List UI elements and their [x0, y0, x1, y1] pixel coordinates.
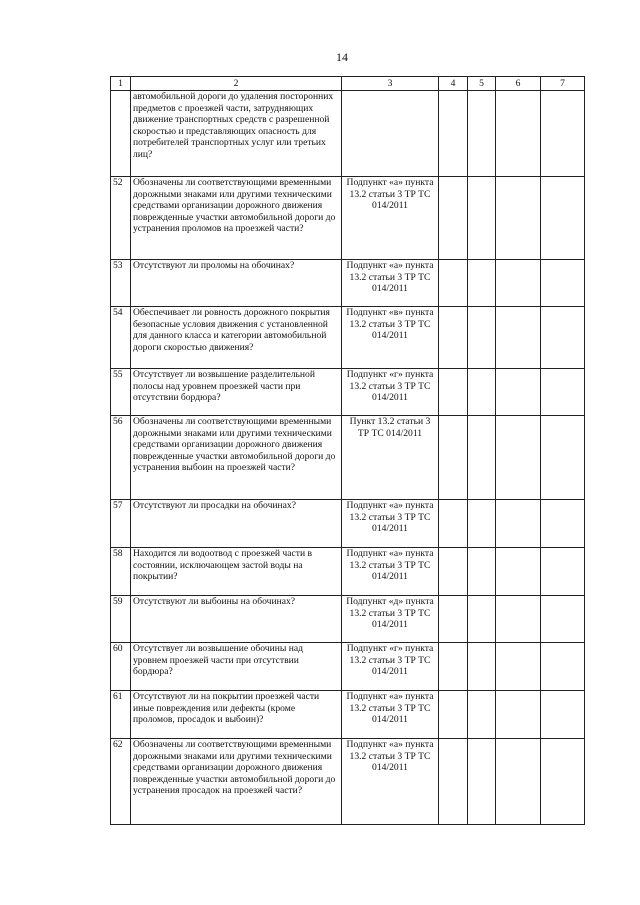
question-text: Обозначены ли соответствующими временными дорожными знаками или другими техническими средствами организации дорожного движения поврежденные участки автомобильной дороги до устранения проломов на проезжей части? [131, 177, 342, 260]
answer-cell-6 [496, 260, 541, 307]
answer-cell-4 [439, 691, 468, 739]
answer-cell-7 [541, 416, 585, 500]
answer-cell-5 [468, 416, 496, 500]
answer-cell-5 [468, 260, 496, 307]
legal-reference: Подпункт «г» пункта 13.2 статьи 3 ТР ТС 014/2011 [342, 643, 439, 691]
answer-cell-4 [439, 260, 468, 307]
answer-cell-5 [468, 177, 496, 260]
checklist-table [110, 76, 585, 825]
row-number: 55 [111, 369, 131, 416]
answer-cell-4 [439, 416, 468, 500]
row-number: 52 [111, 177, 131, 260]
row-number: 54 [111, 307, 131, 369]
legal-reference: Подпункт «а» пункта 13.2 статьи 3 ТР ТС 014/2011 [342, 260, 439, 307]
column-header-5: 5 [468, 77, 496, 91]
question-text: Обозначены ли соответствующими временными дорожными знаками или другими техническими средствами организации дорожного движения поврежденные участки автомобильной дороги до устранения выбоин на проезжей части? [131, 416, 342, 500]
table-row [111, 596, 585, 643]
legal-reference: Подпункт «в» пункта 13.2 статьи 3 ТР ТС 014/2011 [342, 307, 439, 369]
legal-reference: Подпункт «а» пункта 13.2 статьи 3 ТР ТС 014/2011 [342, 739, 439, 825]
table-row [111, 91, 585, 177]
answer-cell-5 [468, 596, 496, 643]
answer-cell-7 [541, 643, 585, 691]
answer-cell-4 [439, 500, 468, 548]
question-text: Обозначены ли соответствующими временными дорожными знаками или другими техническими средствами организации дорожного движения поврежденные участки автомобильной дороги до устранения просадок на проезжей части? [131, 739, 342, 825]
table-row [111, 177, 585, 260]
answer-cell-4 [439, 596, 468, 643]
answer-cell-6 [496, 691, 541, 739]
answer-cell-5 [468, 643, 496, 691]
legal-reference [342, 91, 439, 177]
answer-cell-6 [496, 416, 541, 500]
answer-cell-5 [468, 739, 496, 825]
answer-cell-5 [468, 369, 496, 416]
answer-cell-7 [541, 369, 585, 416]
answer-cell-5 [468, 500, 496, 548]
legal-reference: Подпункт «г» пункта 13.2 статьи 3 ТР ТС 014/2011 [342, 369, 439, 416]
question-text: Отсутствуют ли на покрытии проезжей части иные повреждения или дефекты (кроме проломов, просадок и выбоин)? [131, 691, 342, 739]
column-header-7: 7 [541, 77, 585, 91]
answer-cell-4 [439, 548, 468, 596]
column-header-4: 4 [439, 77, 468, 91]
legal-reference: Пункт 13.2 статьи 3 ТР ТС 014/2011 [342, 416, 439, 500]
answer-cell-4 [439, 369, 468, 416]
column-header-1: 1 [111, 77, 131, 91]
answer-cell-4 [439, 643, 468, 691]
answer-cell-6 [496, 500, 541, 548]
legal-reference: Подпункт «а» пункта 13.2 статьи 3 ТР ТС 014/2011 [342, 177, 439, 260]
column-header-2: 2 [131, 77, 342, 91]
answer-cell-6 [496, 91, 541, 177]
row-number: 58 [111, 548, 131, 596]
table-row [111, 548, 585, 596]
header-row [111, 77, 585, 91]
legal-reference: Подпункт «д» пункта 13.2 статьи 3 ТР ТС 014/2011 [342, 596, 439, 643]
table-row [111, 643, 585, 691]
answer-cell-6 [496, 596, 541, 643]
answer-cell-7 [541, 548, 585, 596]
table-row [111, 739, 585, 825]
answer-cell-6 [496, 739, 541, 825]
answer-cell-6 [496, 307, 541, 369]
answer-cell-7 [541, 177, 585, 260]
answer-cell-7 [541, 739, 585, 825]
table-row [111, 500, 585, 548]
row-number: 57 [111, 500, 131, 548]
answer-cell-7 [541, 91, 585, 177]
question-text: Находится ли водоотвод с проезжей части в состоянии, исключающем застой воды на покрытии? [131, 548, 342, 596]
table-row [111, 369, 585, 416]
row-number: 56 [111, 416, 131, 500]
answer-cell-5 [468, 548, 496, 596]
answer-cell-7 [541, 596, 585, 643]
row-number: 61 [111, 691, 131, 739]
answer-cell-5 [468, 307, 496, 369]
answer-cell-7 [541, 260, 585, 307]
answer-cell-4 [439, 307, 468, 369]
table-row [111, 691, 585, 739]
answer-cell-6 [496, 548, 541, 596]
page-number: 14 [336, 50, 348, 64]
row-number: 59 [111, 596, 131, 643]
question-text: автомобильной дороги до удаления посторонних предметов с проезжей части, затрудняющих движение транспортных средств с разрешенной скоростью и представляющих опасность для потребителей транспортных услуг или третьих лиц? [131, 91, 342, 177]
table-row [111, 307, 585, 369]
row-number: 62 [111, 739, 131, 825]
answer-cell-4 [439, 739, 468, 825]
legal-reference: Подпункт «а» пункта 13.2 статьи 3 ТР ТС 014/2011 [342, 548, 439, 596]
question-text: Отсутствует ли возвышение обочины над уровнем проезжей части при отсутствии бордюра? [131, 643, 342, 691]
row-number: 60 [111, 643, 131, 691]
answer-cell-7 [541, 691, 585, 739]
answer-cell-7 [541, 500, 585, 548]
answer-cell-5 [468, 91, 496, 177]
table-row [111, 260, 585, 307]
question-text: Отсутствуют ли проломы на обочинах? [131, 260, 342, 307]
question-text: Отсутствуют ли просадки на обочинах? [131, 500, 342, 548]
column-header-6: 6 [496, 77, 541, 91]
answer-cell-5 [468, 691, 496, 739]
row-number [111, 91, 131, 177]
row-number: 53 [111, 260, 131, 307]
question-text: Отсутствует ли возвышение разделительной полосы над уровнем проезжей части при отсутствии бордюра? [131, 369, 342, 416]
column-header-3: 3 [342, 77, 439, 91]
answer-cell-4 [439, 91, 468, 177]
answer-cell-7 [541, 307, 585, 369]
answer-cell-4 [439, 177, 468, 260]
table-row [111, 416, 585, 500]
answer-cell-6 [496, 177, 541, 260]
legal-reference: Подпункт «а» пункта 13.2 статьи 3 ТР ТС 014/2011 [342, 691, 439, 739]
question-text: Обеспечивает ли ровность дорожного покрытия безопасные условия движения с установленной для данного класса и категории автомобильной дороги скоростью движения? [131, 307, 342, 369]
answer-cell-6 [496, 369, 541, 416]
answer-cell-6 [496, 643, 541, 691]
legal-reference: Подпункт «а» пункта 13.2 статьи 3 ТР ТС 014/2011 [342, 500, 439, 548]
question-text: Отсутствуют ли выбоины на обочинах? [131, 596, 342, 643]
